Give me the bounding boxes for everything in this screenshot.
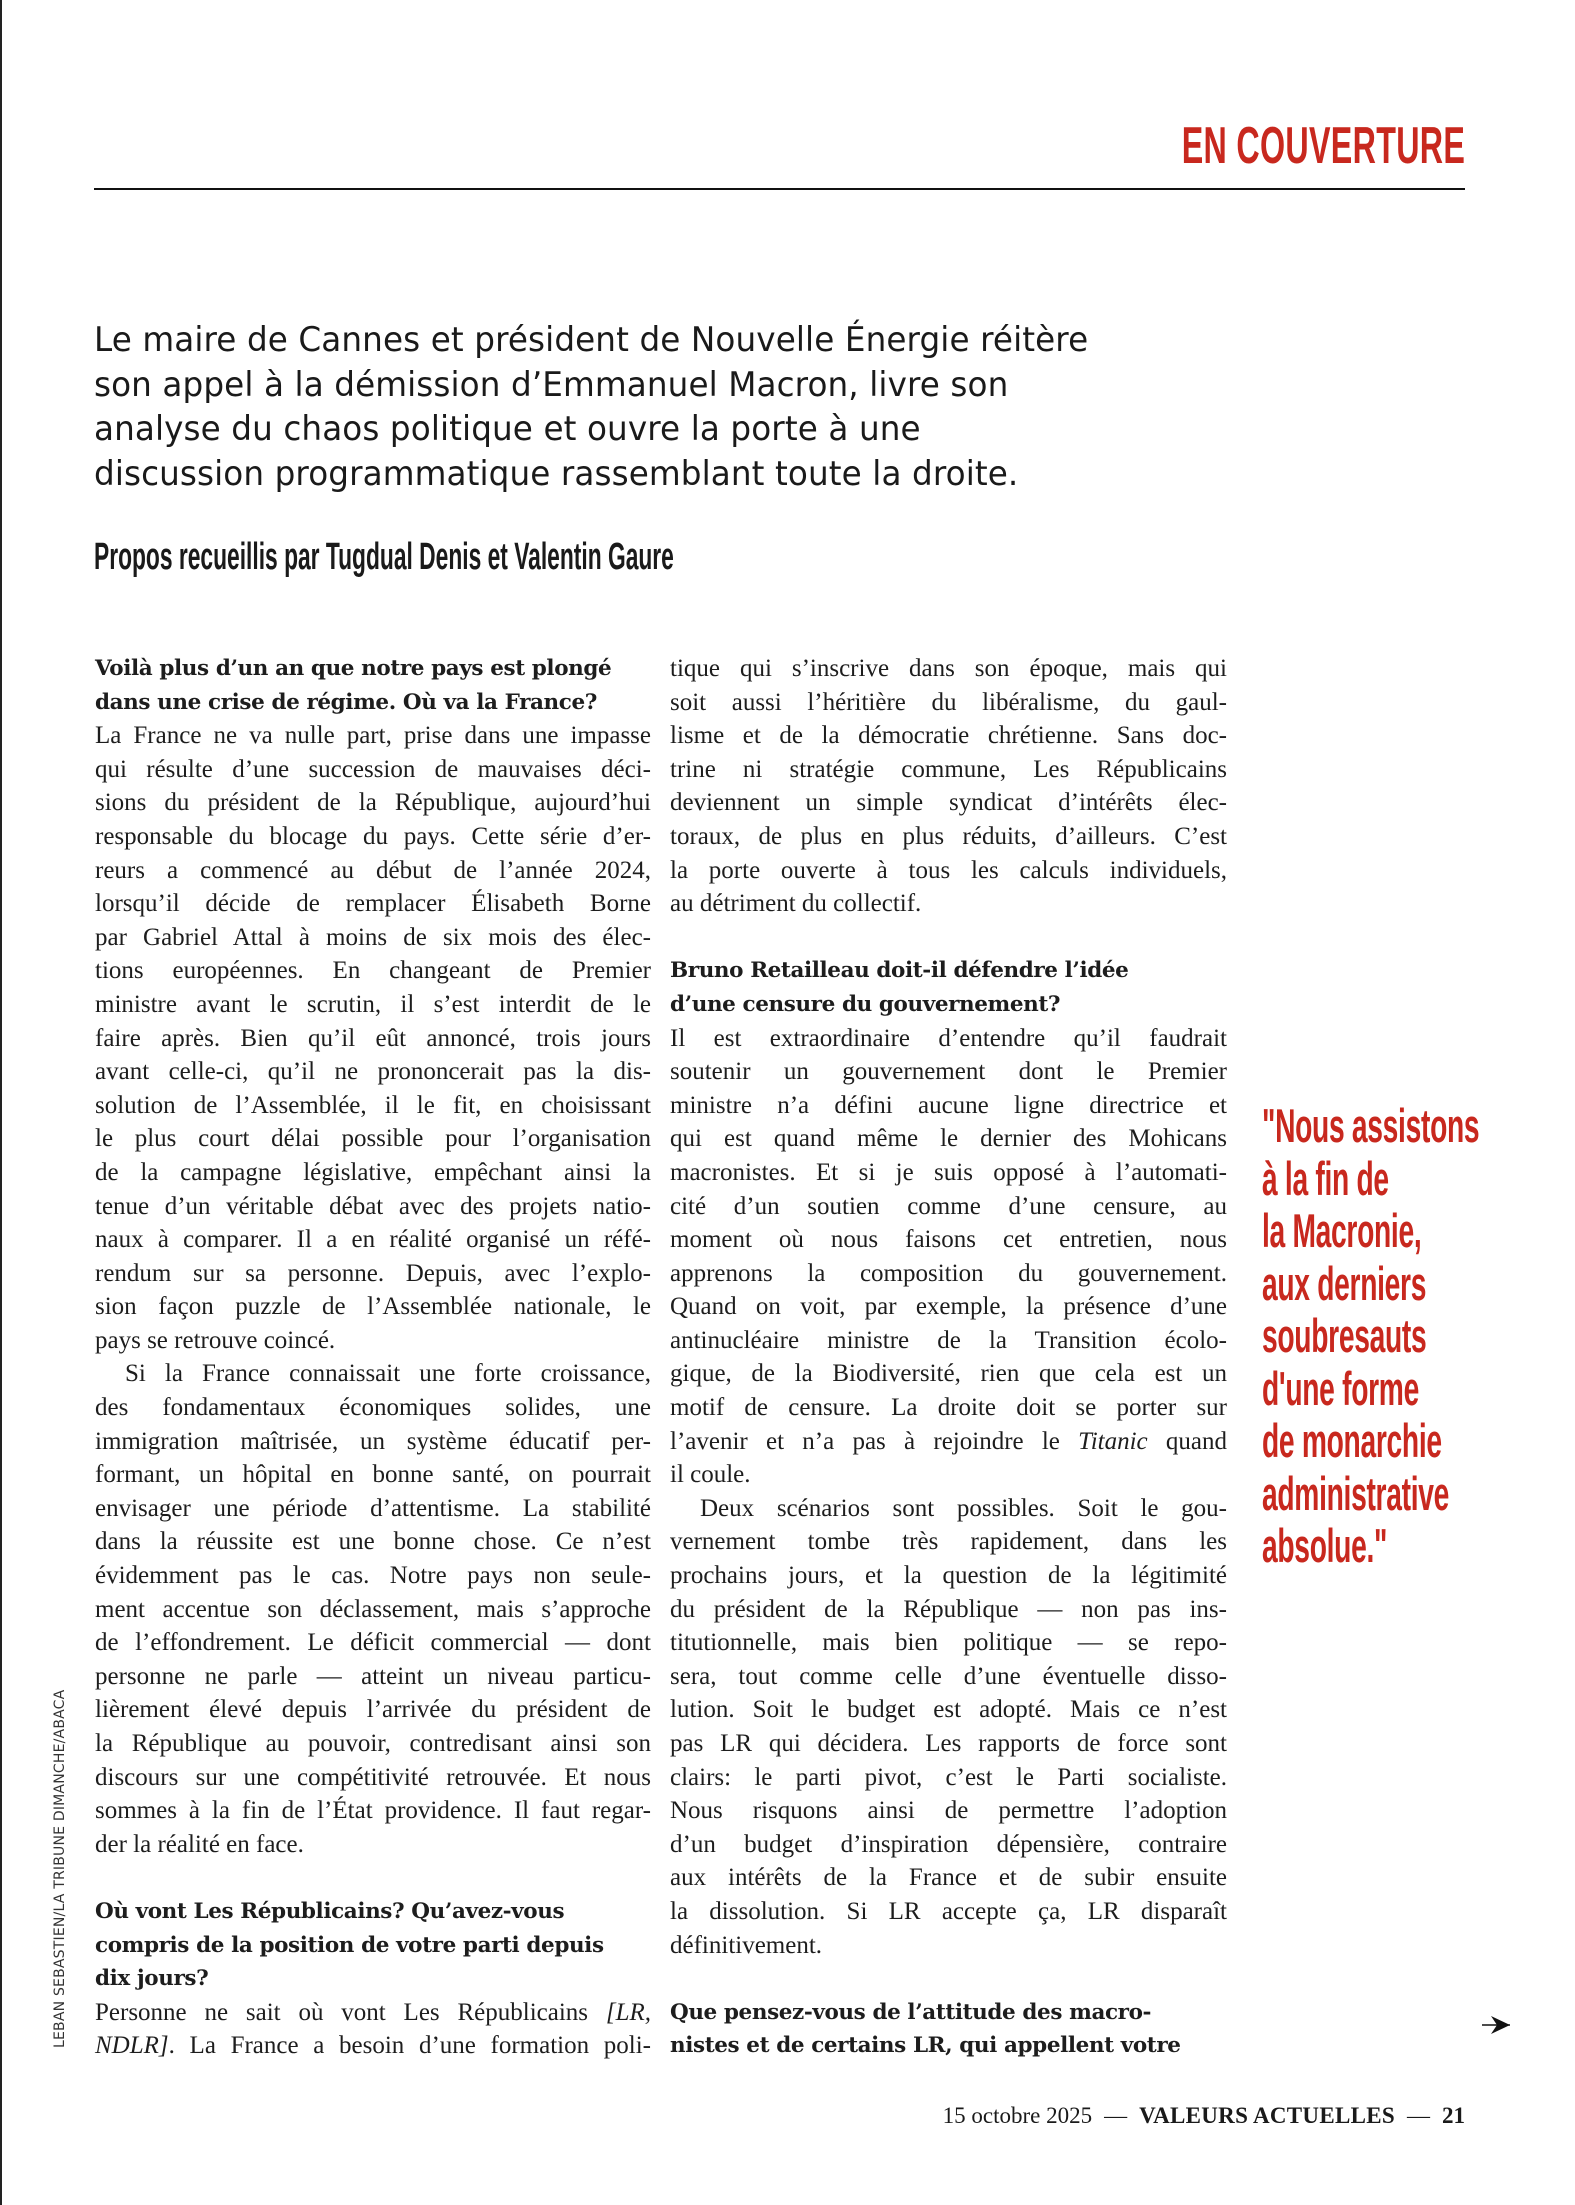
section-label <box>1008 116 1465 176</box>
answer-1 <box>95 719 651 1861</box>
answer-line: sera, tout comme celle d’une éventuelle disso- <box>670 1662 1227 1690</box>
answer-line: cité d’un soutien comme d’une censure, au <box>670 1192 1227 1220</box>
standfirst <box>94 318 1244 496</box>
answer-line: macronistes. Et si je suis opposé à l’automati- <box>670 1158 1227 1186</box>
pull-quote-line: aux derniers <box>1262 1256 1427 1310</box>
answer-2 <box>95 1996 651 2063</box>
answer-line: qui résulte d’une succession de mauvaises déci- <box>95 755 651 783</box>
answer-line: lisme et de la démocratie chrétienne. Sans doc- <box>670 722 1227 750</box>
editor-note: [LR, <box>605 1998 651 2026</box>
editor-note: NDLR] <box>95 2032 169 2060</box>
answer-text: quand <box>1147 1427 1227 1455</box>
answer-line <box>95 1996 651 2030</box>
answer-line: Nous risquons ainsi de permettre l’adoption <box>670 1797 1227 1825</box>
issue-date: 15 octobre 2025 <box>942 2103 1093 2128</box>
pull-quote-line: soubresauts <box>1262 1309 1427 1362</box>
answer-line: faire après. Bien qu’il eût annoncé, trois jours <box>95 1024 651 1052</box>
answer-text: Personne ne sait où vont Les Républicains <box>95 1998 606 2026</box>
answer-line: le plus court délai possible pour l’organisation <box>95 1125 651 1153</box>
answer-line: Quand on voit, par exemple, la présence d’une <box>670 1293 1227 1321</box>
footer-separator: — <box>1407 2103 1430 2128</box>
question-line: compris de la position de votre parti depuis <box>95 1932 604 1958</box>
answer-line: des fondamentaux économiques solides, une <box>95 1394 651 1422</box>
answer-line: La France ne va nulle part, prise dans une impasse <box>95 722 651 750</box>
answer-line: sion façon puzzle de l’Assemblée nationale, le <box>95 1293 651 1321</box>
pull-quote-line: "Nous assistons <box>1262 1099 1480 1152</box>
answer-line: du président de la République — non pas ins- <box>670 1595 1227 1623</box>
answer-line: prochains jours, et la question de la légitimité <box>670 1562 1227 1590</box>
answer-line: tenue d’un véritable débat avec des projets natio- <box>95 1192 651 1220</box>
answer-line: reurs a commencé au début de l’année 2024, <box>95 856 651 884</box>
section-label-text: EN COUVERTURE <box>1181 117 1465 175</box>
answer-text: l’avenir et n’a pas à rejoindre le <box>670 1427 1079 1455</box>
answer-line: de la campagne législative, empêchant ainsi la <box>95 1158 651 1186</box>
answer-line: Deux scénarios sont possibles. Soit le gou- <box>700 1494 1227 1522</box>
standfirst-line: Le maire de Cannes et président de Nouvelle Énergie réitère <box>94 320 1089 360</box>
answer-line: naux à comparer. Il a en réalité organisé un réfé- <box>95 1226 651 1254</box>
answer-line: pays se retrouve coincé. <box>95 1326 336 1354</box>
standfirst-line: analyse du chaos politique et ouvre la porte à une <box>94 409 921 449</box>
answer-line: lorsqu’il décide de remplacer Élisabeth Borne <box>95 890 651 918</box>
answer-line: il coule. <box>670 1461 751 1489</box>
arrow-right-icon <box>1482 2012 1512 2038</box>
page-footer <box>943 2103 1465 2129</box>
answer-line: de l’effondrement. Le déficit commercial — dont <box>95 1629 651 1657</box>
question-line: Où vont Les Républicains? Qu’avez-vous <box>95 1898 565 1924</box>
answer-line: lièrement élevé depuis l’arrivée du président de <box>95 1696 651 1724</box>
question-line: Que pensez-vous de l’attitude des macro- <box>670 1999 1152 2025</box>
page-edge-rule <box>0 0 2 2205</box>
standfirst-line: son appel à la démission d’Emmanuel Macron, livre son <box>94 364 1009 405</box>
question-line: Bruno Retailleau doit-il défendre l’idée <box>670 958 1129 984</box>
answer-line: ministre avant le scrutin, il s’est interdit de le <box>95 990 651 1018</box>
question-line: dans une crise de régime. Où va la France? <box>95 689 597 715</box>
answer-line: der la réalité en face. <box>95 1830 304 1858</box>
pull-quote-line: administrative <box>1262 1466 1450 1520</box>
pull-quote <box>1262 1100 1492 1573</box>
answer-line <box>670 1425 1227 1459</box>
answer-line: tique qui s’inscrive dans son époque, mais qui <box>670 655 1227 682</box>
page-number: 21 <box>1442 2103 1465 2128</box>
question-line: nistes et de certains LR, qui appellent votre <box>670 2033 1181 2059</box>
answer-line: pas LR qui décidera. Les rapports de force sont <box>670 1730 1227 1757</box>
pull-quote-line: d'une forme <box>1262 1361 1419 1415</box>
byline <box>94 536 1060 584</box>
answer-line: solution de l’Assemblée, il le fit, en choisissant <box>95 1091 651 1119</box>
answer-3 <box>670 1022 1227 1963</box>
answer-line: trine ni stratégie commune, Les Républicains <box>670 755 1227 783</box>
answer-line: apprenons la composition du gouvernement. <box>670 1259 1227 1287</box>
article-column-2 <box>670 652 1227 2063</box>
answer-line: motif de censure. La droite doit se porter sur <box>670 1394 1227 1422</box>
question-1 <box>95 652 651 719</box>
photo-credit: LEBAN SEBASTIEN/LA TRIBUNE DIMANCHE/ABACA <box>52 1689 68 2048</box>
answer-line: envisager une période d’attentisme. La stabilité <box>95 1494 651 1522</box>
footer-separator: — <box>1104 2103 1128 2128</box>
answer-line: titutionnelle, mais bien politique — se repo- <box>670 1629 1227 1657</box>
answer-line: Si la France connaissait une forte croissance, <box>125 1360 651 1388</box>
italic-title: Titanic <box>1078 1427 1148 1455</box>
header-rule <box>94 188 1465 190</box>
answer-line: sommes à la fin de l’État providence. Il faut regar- <box>95 1797 651 1825</box>
answer-line: ministre n’a défini aucune ligne directrice et <box>670 1091 1227 1119</box>
pull-quote-line: absolue." <box>1262 1519 1388 1572</box>
answer-line: Il est extraordinaire d’entendre qu’il faudrait <box>670 1024 1227 1052</box>
pull-quote-line: de monarchie <box>1262 1414 1442 1467</box>
answer-line: personne ne parle — atteint un niveau particu- <box>95 1662 651 1690</box>
answer-line: ment accentue son déclassement, mais s’approche <box>95 1595 651 1623</box>
publication-name: VALEURS ACTUELLES <box>1139 2103 1395 2128</box>
pull-quote-line: à la fin de <box>1262 1151 1389 1205</box>
answer-line: aux intérêts de la France et de subir ensuite <box>670 1864 1227 1892</box>
standfirst-line: discussion programmatique rassemblant toute la droite. <box>94 453 1019 494</box>
answer-line: discours sur une compétitivité retrouvée. Et nous <box>95 1763 651 1791</box>
byline-text: Propos recueillis par Tugdual Denis et Valentin Gaure <box>94 536 674 578</box>
answer-line: formant, un hôpital en bonne santé, on pourrait <box>95 1461 651 1489</box>
question-line: Voilà plus d’un an que notre pays est plongé <box>95 656 612 681</box>
answer-line: soutenir un gouvernement dont le Premier <box>670 1058 1227 1086</box>
pull-quote-line: la Macronie, <box>1262 1204 1422 1257</box>
answer-line: gique, de la Biodiversité, rien que cela est un <box>670 1360 1227 1388</box>
answer-line: la dissolution. Si LR accepte ça, LR disparaît <box>670 1897 1227 1925</box>
answer-line: rendum sur sa personne. Depuis, avec l’explo- <box>95 1259 651 1287</box>
answer-line: lution. Soit le budget est adopté. Mais ce n’est <box>670 1696 1227 1724</box>
answer-line: antinucléaire ministre de la Transition écolo- <box>670 1326 1227 1354</box>
answer-line <box>95 2029 651 2063</box>
answer-text: . La France a besoin d’une formation poli- <box>168 2032 651 2060</box>
answer-line: définitivement. <box>670 1931 823 1959</box>
answer-line: la porte ouverte à tous les calculs individuels, <box>670 856 1227 884</box>
answer-line: avant celle-ci, qu’il ne prononcerait pas la dis- <box>95 1058 651 1086</box>
paragraph-gap <box>670 1962 1227 1996</box>
answer-line: responsable du blocage du pays. Cette série d’er- <box>95 822 651 850</box>
answer-line: toraux, de plus en plus réduits, d’ailleurs. C’est <box>670 822 1227 850</box>
question-line: dix jours? <box>95 1966 209 1992</box>
answer-line: deviennent un simple syndicat d’intérêts élec- <box>670 789 1227 817</box>
question-4 <box>670 1996 1227 2063</box>
paragraph-gap <box>95 1861 651 1895</box>
answer-line: vernement tombe très rapidement, dans les <box>670 1528 1227 1556</box>
answer-line: clairs: le parti pivot, c’est le Parti socialiste. <box>670 1763 1227 1791</box>
question-line: d’une censure du gouvernement? <box>670 991 1061 1017</box>
article-column-1 <box>95 652 651 2063</box>
answer-line: d’un budget d’inspiration dépensière, contraire <box>670 1830 1227 1858</box>
answer-line: moment où nous faisons cet entretien, nous <box>670 1226 1227 1254</box>
answer-line: au détriment du collectif. <box>670 890 922 918</box>
answer-line: qui est quand même le dernier des Mohicans <box>670 1125 1227 1153</box>
answer-line: sions du président de la République, aujourd’hui <box>95 789 651 817</box>
answer-line: par Gabriel Attal à moins de six mois des élec- <box>95 923 651 951</box>
answer-line: immigration maîtrisée, un système éducatif per- <box>95 1427 651 1455</box>
answer-line: dans la réussite est une bonne chose. Ce n’est <box>95 1528 651 1556</box>
paragraph-gap <box>670 921 1227 955</box>
answer-line: évidemment pas le cas. Notre pays non seule- <box>95 1562 651 1590</box>
answer-line: tions européennes. En changeant de Premier <box>95 957 651 985</box>
answer-2-continued <box>670 652 1227 921</box>
answer-line: la République au pouvoir, contredisant ainsi son <box>95 1730 651 1757</box>
answer-line: soit aussi l’héritière du libéralisme, du gaul- <box>670 688 1227 716</box>
question-2 <box>95 1895 651 1996</box>
question-3 <box>670 954 1227 1021</box>
